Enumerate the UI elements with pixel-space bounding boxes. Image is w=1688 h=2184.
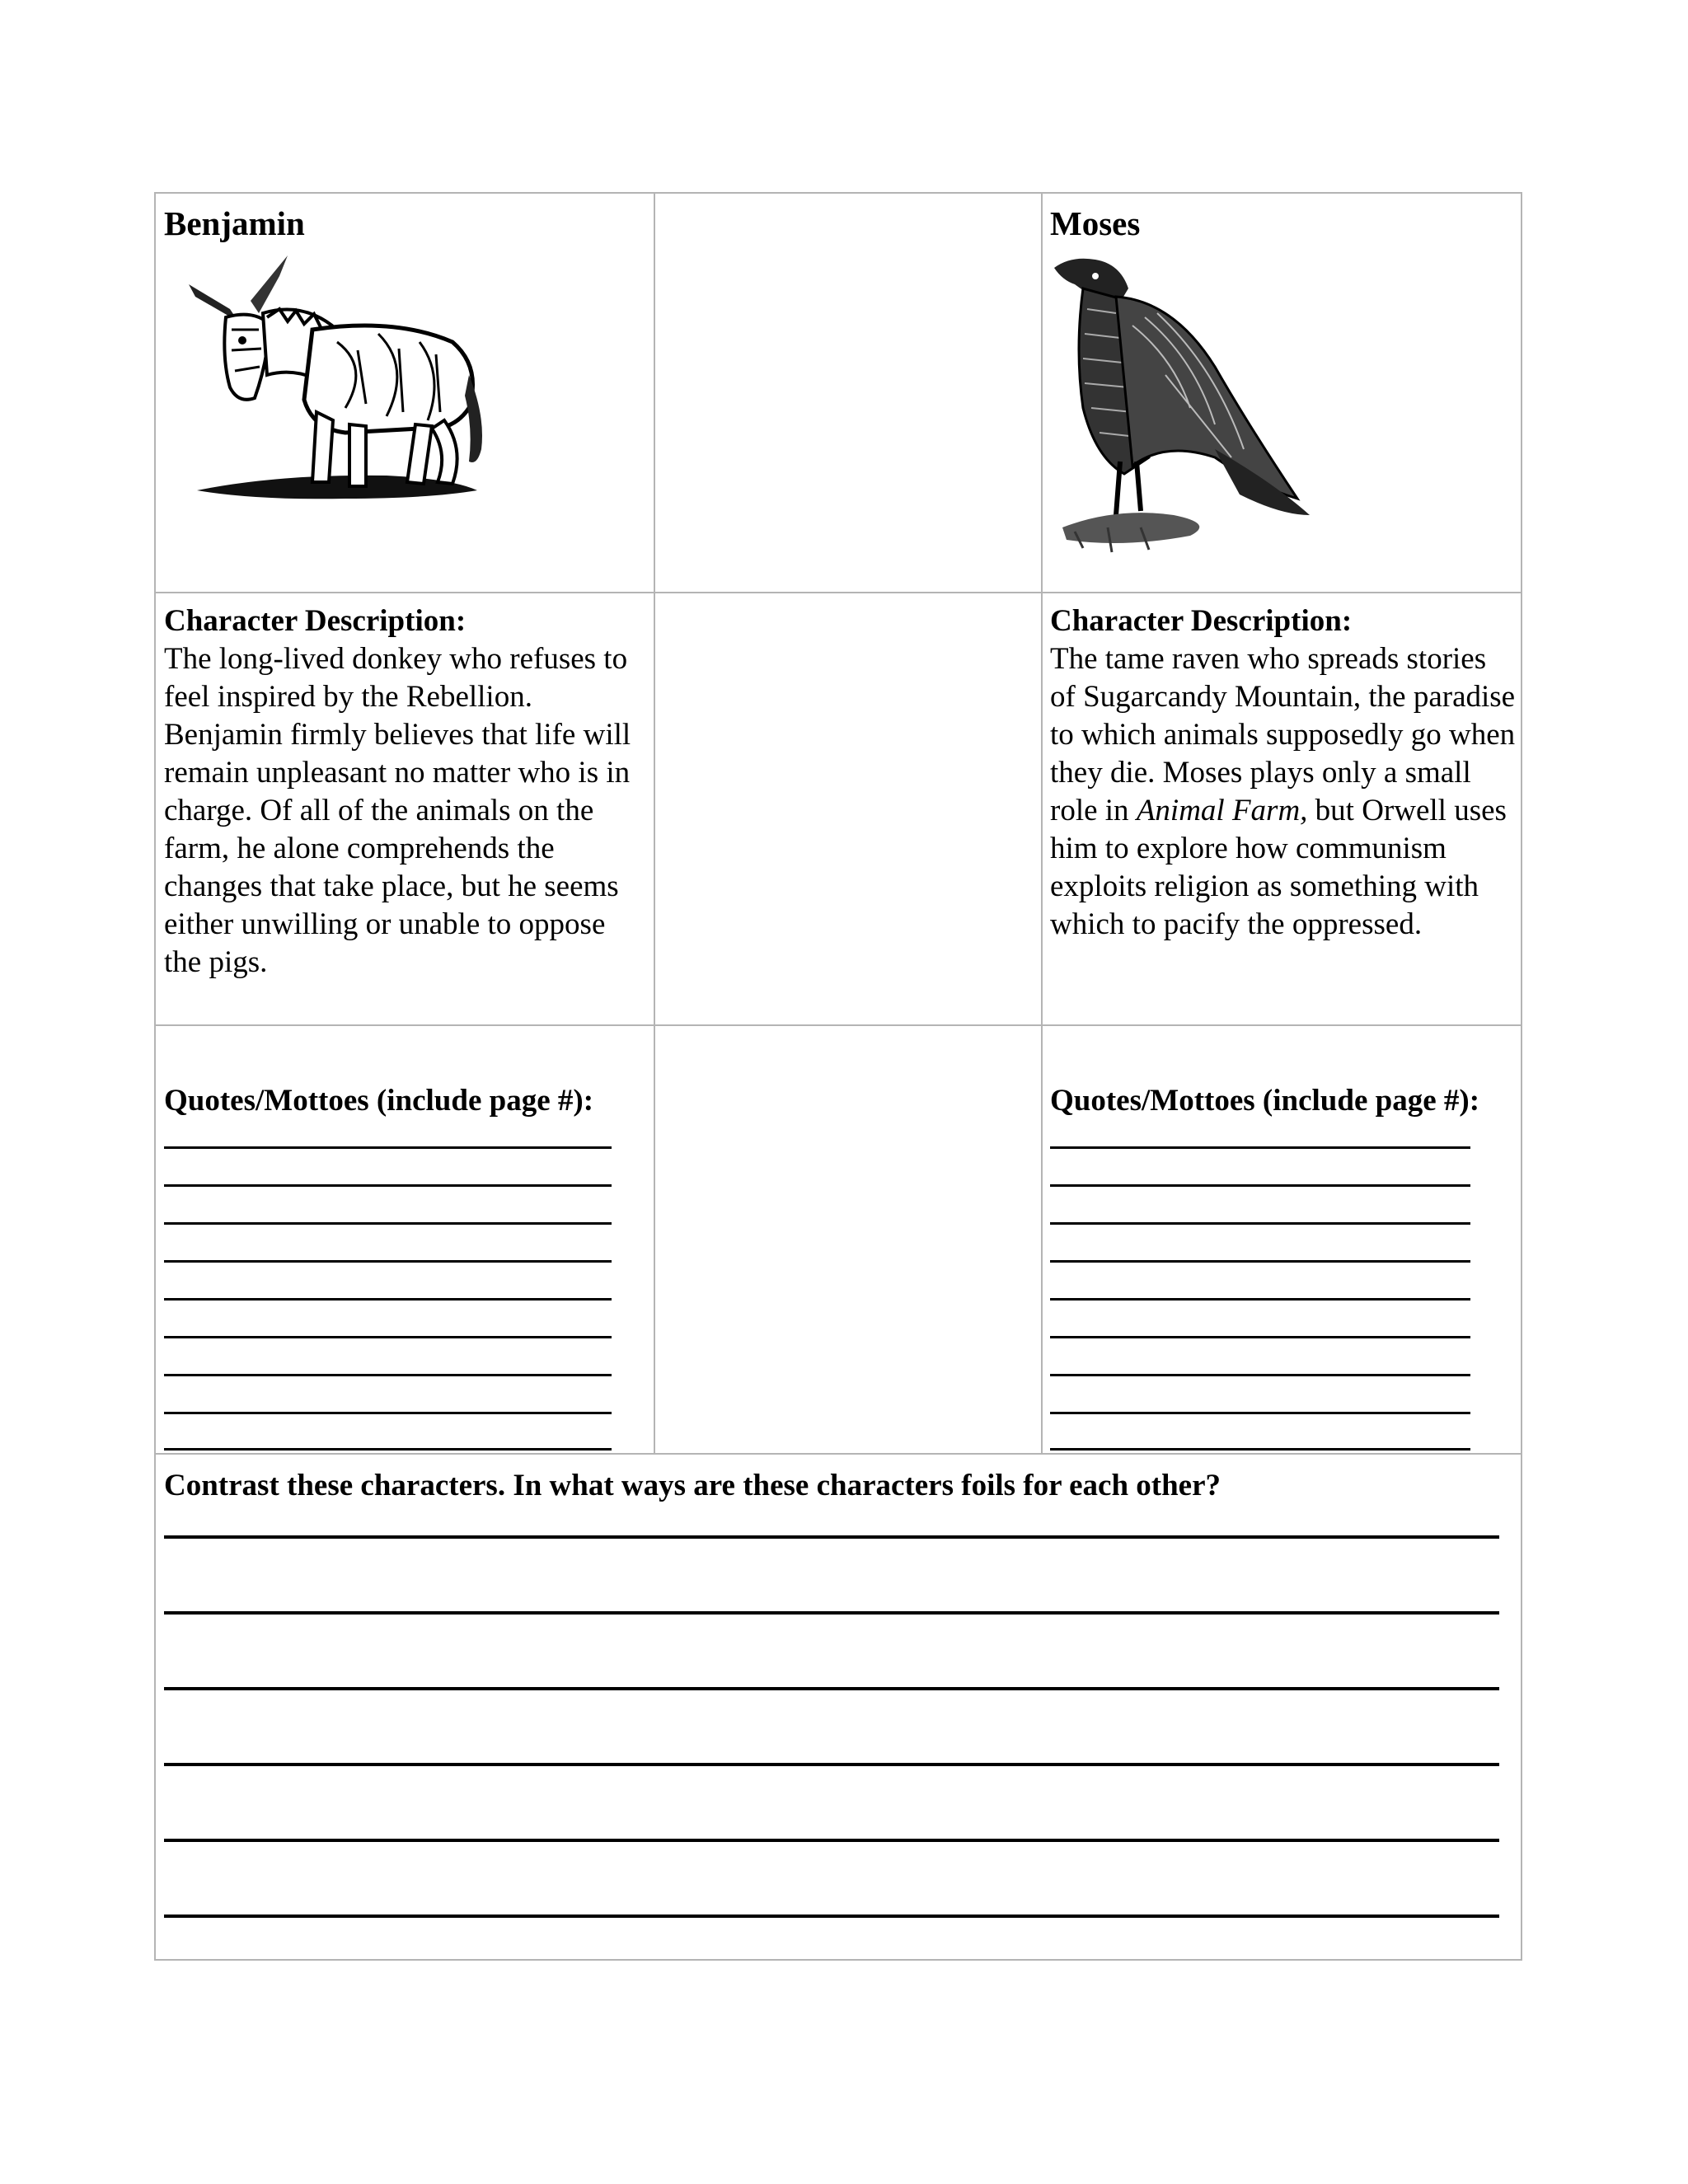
contrast-answer-line[interactable]	[164, 1687, 1499, 1690]
quote-answer-line[interactable]	[1050, 1412, 1470, 1414]
quote-answer-line[interactable]	[1050, 1336, 1470, 1338]
contrast-answer-line[interactable]	[164, 1535, 1499, 1539]
quote-answer-line[interactable]	[164, 1374, 612, 1376]
donkey-illustration	[181, 251, 502, 515]
quote-answer-line[interactable]	[1050, 1184, 1470, 1187]
quote-answer-line[interactable]	[164, 1412, 612, 1414]
row-divider	[156, 1453, 1521, 1455]
right-quotes-label: Quotes/Mottoes (include page #):	[1050, 1084, 1480, 1118]
quote-answer-line[interactable]	[1050, 1448, 1470, 1451]
quote-answer-line[interactable]	[1050, 1260, 1470, 1263]
quote-answer-line[interactable]	[1050, 1222, 1470, 1225]
contrast-answer-line[interactable]	[164, 1763, 1499, 1766]
row-divider	[156, 592, 1521, 593]
contrast-answer-line[interactable]	[164, 1611, 1499, 1615]
book-title: Animal Farm,	[1136, 794, 1308, 827]
quote-answer-line[interactable]	[164, 1298, 612, 1301]
quote-answer-line[interactable]	[164, 1448, 612, 1451]
quote-answer-line[interactable]	[164, 1260, 612, 1263]
quote-answer-line[interactable]	[1050, 1146, 1470, 1149]
left-description-text: The long-lived donkey who refuses to feel inspired by the Rebellion. Benjamin firmly believes that life will remain unpleasant no matter who is in charge. Of all of the animals on the farm, he alone comprehends the changes that take place, but he seems either unwilling or unable to oppose the pigs.	[164, 642, 631, 979]
quote-answer-line[interactable]	[164, 1336, 612, 1338]
character-comparison-table	[154, 192, 1522, 1961]
quote-answer-line[interactable]	[1050, 1374, 1470, 1376]
quote-answer-line[interactable]	[164, 1184, 612, 1187]
right-description-label: Character Description:	[1050, 604, 1353, 638]
contrast-answer-line[interactable]	[164, 1839, 1499, 1842]
quote-answer-line[interactable]	[164, 1222, 612, 1225]
quote-answer-line[interactable]	[1050, 1298, 1470, 1301]
column-divider	[654, 194, 655, 1455]
left-character-name: Benjamin	[164, 204, 305, 242]
column-divider	[1041, 194, 1043, 1455]
right-character-name: Moses	[1050, 204, 1141, 242]
right-description-text	[1050, 640, 1516, 944]
left-description-cell	[164, 602, 646, 982]
left-description-label: Character Description:	[164, 604, 467, 638]
contrast-question: Contrast these characters. In what ways are these characters foils for each other?	[164, 1469, 1221, 1502]
raven-illustration	[1050, 251, 1322, 565]
right-description-text-part: The tame raven who spreads stories of Sugarcandy Mountain, the paradise to which animals supposedly go when they die. Moses plays only a small role in	[1050, 642, 1516, 827]
row-divider	[156, 1024, 1521, 1026]
right-description-text-part: but Orwell uses him to explore how communism exploits religion as something with which to pacify the oppressed.	[1050, 794, 1507, 941]
right-description-cell	[1050, 602, 1516, 944]
quote-answer-line[interactable]	[164, 1146, 612, 1149]
left-quotes-label: Quotes/Mottoes (include page #):	[164, 1084, 594, 1118]
contrast-answer-line[interactable]	[164, 1915, 1499, 1918]
